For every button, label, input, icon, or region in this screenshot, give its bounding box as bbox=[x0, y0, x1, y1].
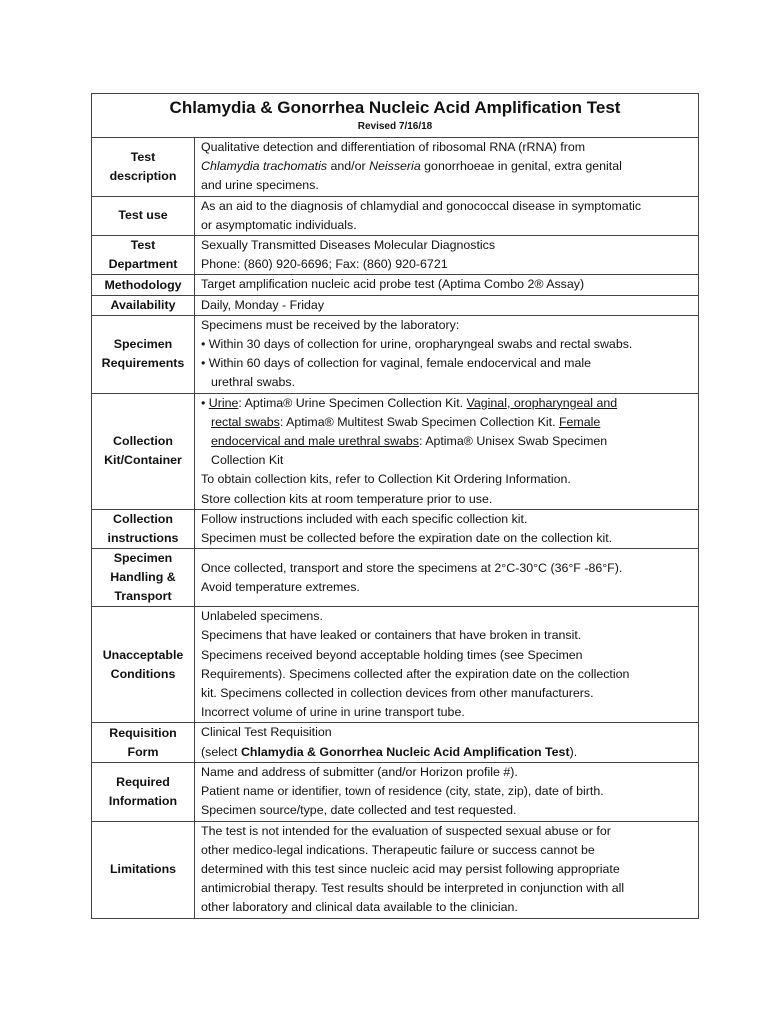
row-specimen-handling bbox=[92, 549, 699, 607]
value-limitations: The test is not intended for the evaluation of suspected sexual abuse or for other medico-legal indications. Therapeutic failure or success cannot be determined with this test since nucleic acid may persist following appropriate antimicrobial therapy. Test results should be interpreted in conjunction with all other laboratory and clinical data available to the clinician. bbox=[195, 821, 699, 918]
label-test-description: Test description bbox=[92, 138, 195, 197]
value-requisition-form: Clinical Test Requisition (select Chlamydia & Gonorrhea Nucleic Acid Amplification Test). bbox=[195, 723, 699, 762]
value-collection-kit: • Urine: Aptima® Urine Specimen Collection Kit. Vaginal, oropharyngeal and rectal swabs: Aptima® Multitest Swab Specimen Collection Kit. Female endocervical and male urethral swabs: Aptima® Unisex Swab Specimen Collection Kit To obtain collection kits, refer to Collection Kit Ordering Information. Store collection kits at room temperature prior to use. bbox=[195, 393, 699, 509]
row-requisition-form bbox=[92, 723, 699, 762]
label-test-department: Test Department bbox=[92, 236, 195, 275]
label-methodology: Methodology bbox=[92, 275, 195, 295]
value-unacceptable-conditions: Unlabeled specimens. Specimens that have leaked or containers that have broken in transit. Specimens received beyond acceptable holding times (see Specimen Requirements). Specimens collected after the expiration date on the collection kit. Specimens collected in collection devices from other manufacturers. Incorrect volume of urine in urine transport tube. bbox=[195, 607, 699, 723]
row-availability bbox=[92, 295, 699, 315]
label-collection-instructions: Collection instructions bbox=[92, 509, 195, 548]
row-specimen-requirements bbox=[92, 315, 699, 393]
label-specimen-requirements: Specimen Requirements bbox=[92, 315, 195, 393]
value-test-department: Sexually Transmitted Diseases Molecular Diagnostics Phone: (860) 920-6696; Fax: (860) 920-6721 bbox=[195, 236, 699, 275]
list-item: • Within 30 days of collection for urine, oropharyngeal swabs and rectal swabs. bbox=[201, 337, 633, 352]
row-limitations bbox=[92, 821, 699, 918]
value-specimen-requirements: Specimens must be received by the laboratory: • Within 30 days of collection for urine, oropharyngeal swabs and rectal swabs. • Within 60 days of collection for vaginal, female endocervical and male urethral swabs. bbox=[195, 315, 699, 393]
list-item: • Within 60 days of collection for vaginal, female endocervical and male bbox=[201, 356, 592, 371]
label-test-use: Test use bbox=[92, 196, 195, 235]
label-requisition-form: Requisition Form bbox=[92, 723, 195, 762]
row-test-use bbox=[92, 196, 699, 235]
value-availability: Daily, Monday - Friday bbox=[195, 295, 699, 315]
label-unacceptable-conditions: Unacceptable Conditions bbox=[92, 607, 195, 723]
value-specimen-handling: Once collected, transport and store the specimens at 2°C-30°C (36°F -86°F). Avoid temperature extremes. bbox=[195, 549, 699, 607]
value-test-use: As an aid to the diagnosis of chlamydial and gonococcal disease in symptomatic or asymptomatic individuals. bbox=[195, 196, 699, 235]
test-info-table bbox=[91, 93, 699, 919]
row-methodology bbox=[92, 275, 699, 295]
test-info-document bbox=[91, 93, 698, 919]
value-collection-instructions: Follow instructions included with each specific collection kit. Specimen must be collected before the expiration date on the collection kit. bbox=[195, 509, 699, 548]
row-collection-instructions bbox=[92, 509, 699, 548]
revised-date: Revised 7/16/18 bbox=[357, 121, 433, 132]
row-test-description bbox=[92, 138, 699, 197]
label-limitations: Limitations bbox=[92, 821, 195, 918]
label-specimen-handling: Specimen Handling & Transport bbox=[92, 549, 195, 607]
label-collection-kit: Collection Kit/Container bbox=[92, 393, 195, 509]
row-required-information bbox=[92, 762, 699, 821]
value-required-information: Name and address of submitter (and/or Horizon profile #). Patient name or identifier, town of residence (city, state, zip), date of birth. Specimen source/type, date collected and test requested. bbox=[195, 762, 699, 821]
value-methodology: Target amplification nucleic acid probe test (Aptima Combo 2® Assay) bbox=[195, 275, 699, 295]
row-collection-kit bbox=[92, 393, 699, 509]
label-required-information: Required Information bbox=[92, 762, 195, 821]
row-test-department bbox=[92, 236, 699, 275]
list-item: • Urine: Aptima® Urine Specimen Collection Kit. Vaginal, oropharyngeal and bbox=[201, 395, 618, 410]
row-unacceptable-conditions bbox=[92, 607, 699, 723]
title-row bbox=[92, 94, 699, 138]
value-test-description: Qualitative detection and differentiation of ribosomal RNA (rRNA) from Chlamydia trachomatis and/or Neisseria gonorrhoeae in genital, extra genital and urine specimens. bbox=[195, 138, 699, 197]
label-availability: Availability bbox=[92, 295, 195, 315]
document-title: Chlamydia & Gonorrhea Nucleic Acid Amplification Test bbox=[169, 98, 621, 117]
